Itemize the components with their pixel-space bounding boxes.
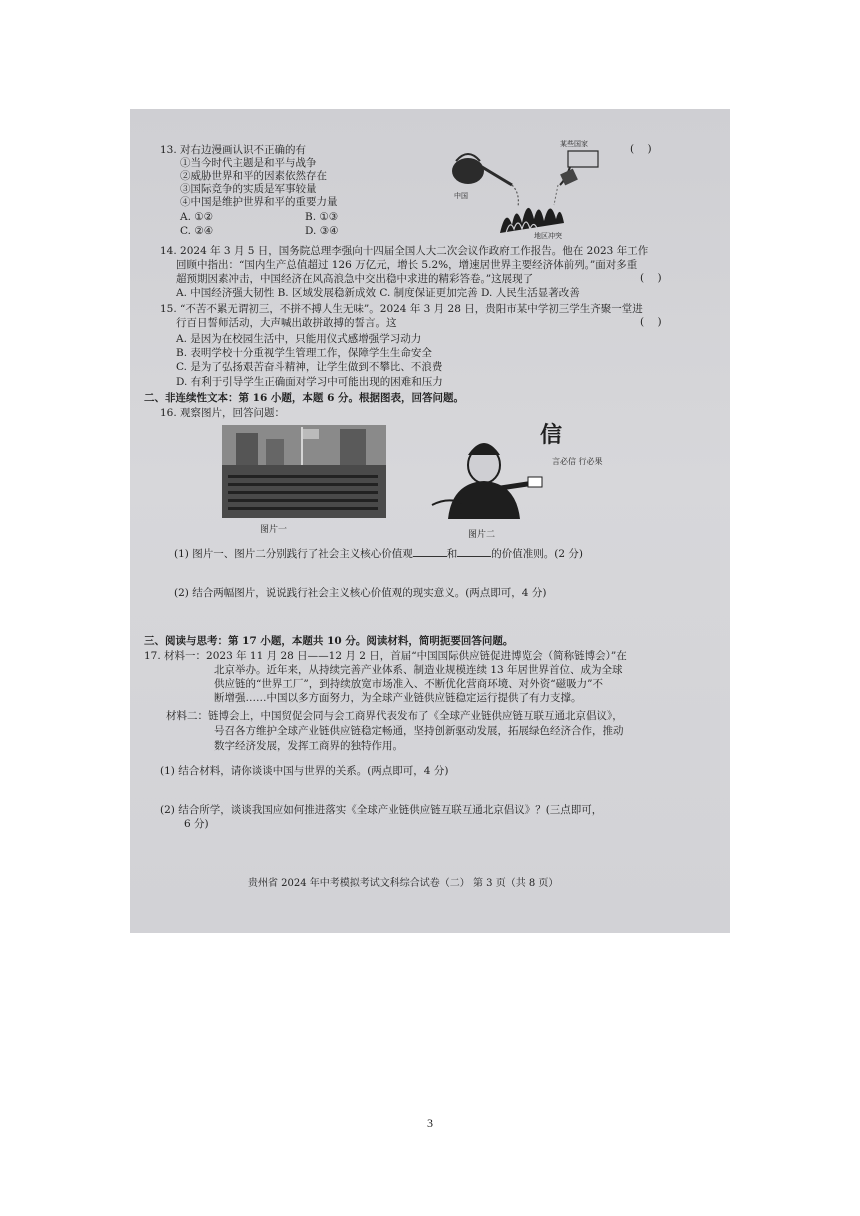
q16-picture-one <box>222 425 386 518</box>
q16-sub-2: (2) 结合两幅图片，说说践行社会主义核心价值观的现实意义。(两点即可，4 分) <box>174 587 547 599</box>
exam-page-photo <box>130 109 730 933</box>
q14-line-2: 回顾中指出：“国内生产总值超过 126 万亿元，增长 5.2%，增速居世界主要经济体前列。”面对多重 <box>176 259 638 271</box>
q16-picture-one-caption: 图片一 <box>260 525 288 535</box>
q16-picture-two-caption: 图片二 <box>468 530 496 540</box>
q16-blank-2[interactable] <box>457 546 491 557</box>
q17-sub-2-line-2: 6 分) <box>184 818 209 830</box>
q15-option-d: D. 有利于引导学生正确面对学习中可能出现的困难和压力 <box>176 376 443 388</box>
q17-material-1-line-3: 供应链的“世界工厂”，到持续放宽市场准入、不断优化营商环境、对外资“磁吸力”不 <box>214 678 603 690</box>
cartoon-label-countries: 某些国家 <box>560 140 588 148</box>
q13-item-2: ②威胁世界和平的因素依然存在 <box>180 170 327 182</box>
q13-option-b: B. ①③ <box>305 211 339 223</box>
q14-paren: ( ) <box>640 272 662 284</box>
q17-sub-1: (1) 结合材料，请你谈谈中国与世界的关系。(两点即可，4 分) <box>160 765 449 777</box>
q15-line-1: 15. “不苦不累无谓初三，不拼不搏人生无味”。2024 年 3 月 28 日，贵阳市某中学初三学生齐聚一堂进 <box>160 303 643 315</box>
cartoon-label-china: 中国 <box>454 192 468 200</box>
q17-sub-2-line-1: (2) 结合所学，谈谈我国应如何推进落实《全球产业链供应链互联互通北京倡议》？(三点即可， <box>160 804 603 816</box>
section-3-title: 三、阅读与思考：第 17 小题，本题共 10 分。阅读材料，简明扼要回答问题。 <box>144 635 514 647</box>
q16-stem: 16. 观察图片，回答问题： <box>160 407 286 419</box>
q17-material-2-line-1: 材料二：链博会上，中国贸促会同与会工商界代表发布了《全球产业链供应链互联互通北京倡议》， <box>166 710 623 722</box>
q16-sub-1 <box>174 546 583 561</box>
q13-item-1: ①当今时代主题是和平与战争 <box>180 157 317 169</box>
q15-line-2: 行百日誓师活动，大声喊出敢拼敢搏的誓言。这 <box>176 317 397 329</box>
q13-option-d: D. ③④ <box>305 225 339 237</box>
q17-material-2-line-3: 数字经济发展，发挥工商界的独特作用。 <box>214 740 403 752</box>
q16-sub-1-mid: 和 <box>446 548 458 560</box>
q13-option-c: C. ②④ <box>180 225 214 237</box>
q16-sub-1-pre: (1) 图片一、图片二分别践行了社会主义核心价值观 <box>174 548 413 560</box>
q13-item-3: ③国际竞争的实质是军事较量 <box>180 183 317 195</box>
q13-item-4: ④中国是维护世界和平的重要力量 <box>180 196 338 208</box>
q16-picture-two <box>428 422 608 525</box>
exam-footer: 贵州省 2024 年中考模拟考试文科综合试卷（二） 第 3 页（共 8 页） <box>248 878 559 889</box>
q15-option-c: C. 是为了弘扬艰苦奋斗精神，让学生做到不攀比、不浪费 <box>176 361 443 373</box>
q17-material-2-line-2: 号召各方维护全球产业链供应链稳定畅通，坚持创新驱动发展，拓展绿色经济合作，推动 <box>214 725 624 737</box>
q14-line-1: 14. 2024 年 3 月 5 日，国务院总理李强向十四届全国人大二次会议作政府工作报告。他在 2023 年工作 <box>160 245 649 257</box>
q17-material-1-line-2: 北京举办。近年来，从持续完善产业体系、制造业规模连续 13 年居世界首位、成为全球 <box>214 664 623 676</box>
q14-options: A. 中国经济强大韧性 B. 区域发展稳新成效 C. 制度保证更加完善 D. 人民生活显著改善 <box>176 287 580 299</box>
q16-blank-1[interactable] <box>413 546 447 557</box>
cartoon-label-conflict: 地区冲突 <box>534 232 562 240</box>
q16-picture-two-text: 言必信 行必果 <box>552 457 603 466</box>
q13-stem: 13. 对右边漫画认识不正确的有 <box>160 144 307 156</box>
q15-paren: ( ) <box>640 316 662 328</box>
q15-option-b: B. 表明学校十分重视学生管理工作，保障学生生命安全 <box>176 347 432 359</box>
page-number: 3 <box>427 1116 433 1130</box>
q16-sub-1-post: 的价值准则。(2 分) <box>491 548 583 560</box>
q17-material-1-line-1: 17. 材料一：2023 年 11 月 28 日——12 月 2 日，首届“中国国际供应链促进博览会（简称链博会）”在 <box>144 650 627 662</box>
q15-option-a: A. 是因为在校园生活中，只能用仪式感增强学习动力 <box>176 333 422 345</box>
section-2-title: 二、非连续性文本：第 16 小题，本题 6 分。根据图表，回答问题。 <box>144 392 465 404</box>
q17-material-1-line-4: 断增强……中国以多方面努力，为全球产业链供应链稳定运行提供了有力支撑。 <box>214 692 582 704</box>
q13-paren: ( ) <box>630 143 652 155</box>
q13-option-a: A. ①② <box>180 211 214 223</box>
q13-cartoon <box>442 141 612 241</box>
q14-line-3: 超预期因素冲击，中国经济在风高浪急中交出稳中求进的精彩答卷。”这展现了 <box>176 273 534 285</box>
q16-picture-two-character: 信 <box>540 422 563 448</box>
